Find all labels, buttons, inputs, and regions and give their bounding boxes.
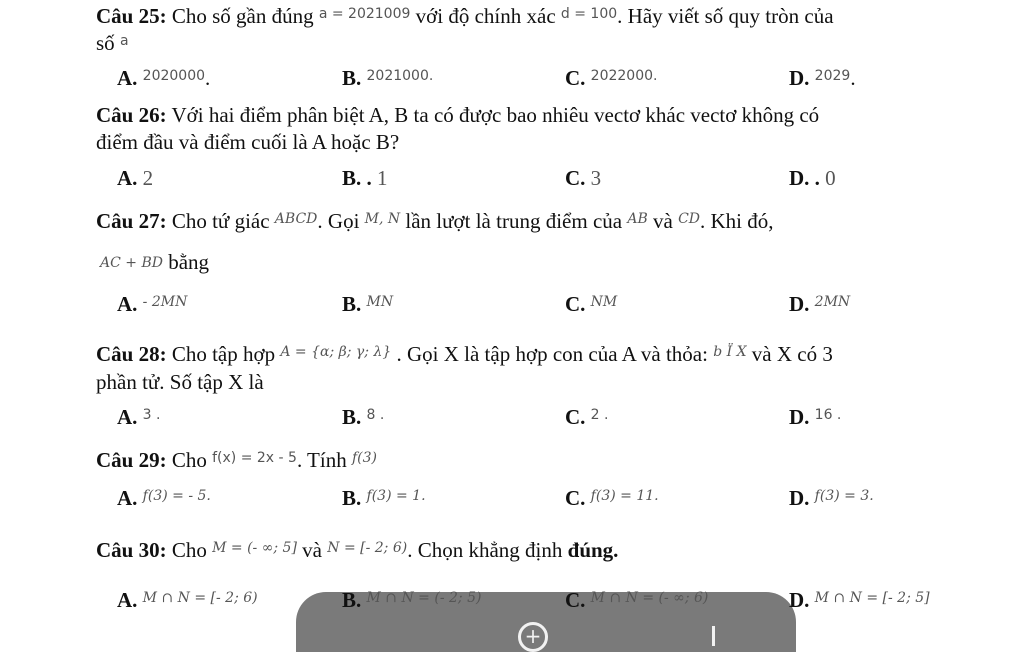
option-label: B. . xyxy=(342,166,372,190)
option-b[interactable] xyxy=(342,166,388,190)
option-c[interactable] xyxy=(565,292,617,319)
option-d[interactable] xyxy=(789,292,850,319)
option-label: C. xyxy=(565,292,586,316)
question-text: . Khi đó, xyxy=(700,209,774,233)
option-label: C. xyxy=(565,588,586,612)
question-text: bằng xyxy=(162,250,210,274)
option-label: C. xyxy=(565,486,586,510)
math-expression: AB xyxy=(627,211,648,227)
option-label: C. xyxy=(565,405,586,429)
question-label: Câu 30: xyxy=(96,538,167,562)
question-label: Câu 26: xyxy=(96,103,167,127)
question-25-cont xyxy=(96,31,129,58)
option-value: 16 . xyxy=(814,407,842,423)
option-value: 3 . xyxy=(142,407,161,423)
question-28-cont xyxy=(96,370,264,394)
option-label: A. xyxy=(117,486,138,510)
question-text: Cho tứ giác xyxy=(166,209,275,233)
option-a[interactable] xyxy=(117,405,160,432)
option-label: D. . xyxy=(789,166,820,190)
option-a[interactable] xyxy=(117,166,153,190)
option-value: 8 . xyxy=(366,407,385,423)
vertical-divider xyxy=(712,626,715,646)
question-text: Cho xyxy=(166,448,213,472)
question-text: và xyxy=(296,538,328,562)
option-label: C. xyxy=(565,166,586,190)
question-text: . Gọi X là tập hợp con của A và thỏa: xyxy=(391,342,714,366)
question-27 xyxy=(96,209,774,236)
question-text: Cho xyxy=(166,538,213,562)
question-text: số xyxy=(96,31,120,55)
option-a[interactable] xyxy=(117,66,210,93)
math-expression: N = [- 2; 6) xyxy=(327,540,408,556)
question-27-cont xyxy=(100,250,209,277)
question-label: Câu 25: xyxy=(96,4,167,28)
question-text: và xyxy=(647,209,679,233)
option-c[interactable] xyxy=(565,66,657,93)
option-value: M ∩ N = (- ∞; 6) xyxy=(590,590,709,606)
math-expression: M, N xyxy=(364,211,401,227)
option-d[interactable] xyxy=(789,588,930,615)
option-label: A. xyxy=(117,166,138,190)
option-a[interactable] xyxy=(117,292,187,319)
option-c[interactable] xyxy=(565,166,601,190)
option-label: B. xyxy=(342,588,362,612)
question-label: Câu 27: xyxy=(96,209,167,233)
option-value: f(3) = - 5. xyxy=(142,488,211,504)
option-value: MN xyxy=(366,294,394,310)
option-value: 2029 xyxy=(814,68,851,84)
question-28 xyxy=(96,342,833,369)
option-label: A. xyxy=(117,405,138,429)
question-26-cont xyxy=(96,130,399,154)
question-text: phần tử. Số tập X là xyxy=(96,370,264,394)
option-value: 2 xyxy=(142,166,154,190)
question-30 xyxy=(96,538,618,565)
math-expression: d = 100 xyxy=(560,6,618,22)
math-expression: CD xyxy=(678,211,701,227)
option-c[interactable] xyxy=(565,588,708,615)
option-label: D. xyxy=(789,588,810,612)
option-value: NM xyxy=(590,294,618,310)
math-expression: a = 2021009 xyxy=(318,6,411,22)
option-d[interactable] xyxy=(789,405,841,432)
option-b[interactable] xyxy=(342,292,393,319)
option-c[interactable] xyxy=(565,405,608,432)
option-suffix: . xyxy=(205,66,211,90)
option-label: B. xyxy=(342,292,362,316)
option-a[interactable] xyxy=(117,588,258,615)
plus-circle-icon[interactable]: + xyxy=(518,622,548,652)
question-text: . Tính xyxy=(296,448,352,472)
option-b[interactable] xyxy=(342,486,426,513)
math-expression: f(x) = 2x - 5 xyxy=(212,450,297,466)
option-label: A. xyxy=(117,66,138,90)
question-label: Câu 29: xyxy=(96,448,167,472)
option-value: 2MN xyxy=(814,294,851,310)
option-value: f(3) = 3. xyxy=(814,488,874,504)
option-a[interactable] xyxy=(117,486,211,513)
option-value: 2021000. xyxy=(366,68,434,84)
question-text: . Hãy viết số quy tròn của xyxy=(617,4,834,28)
option-value: 2022000. xyxy=(590,68,658,84)
option-suffix: . xyxy=(850,66,856,90)
option-value: 2020000 xyxy=(142,68,206,84)
option-d[interactable] xyxy=(789,166,836,190)
question-26 xyxy=(96,103,819,127)
option-label: B. xyxy=(342,66,362,90)
option-d[interactable] xyxy=(789,486,874,513)
option-c[interactable] xyxy=(565,486,659,513)
question-text: lần lượt là trung điểm của xyxy=(400,209,628,233)
option-value: 0 xyxy=(825,166,836,190)
option-b[interactable] xyxy=(342,588,481,615)
option-b[interactable] xyxy=(342,66,433,93)
option-label: D. xyxy=(789,66,810,90)
option-label: A. xyxy=(117,292,138,316)
question-text: với độ chính xác xyxy=(410,4,561,28)
math-expression: a xyxy=(119,33,129,49)
question-text: . Chọn khẳng định xyxy=(407,538,568,562)
option-label: A. xyxy=(117,588,138,612)
option-value: 2 . xyxy=(590,407,609,423)
math-expression: M = (- ∞; 5] xyxy=(212,540,297,556)
math-expression: b Ï X xyxy=(713,344,747,360)
question-25 xyxy=(96,4,834,31)
option-label: D. xyxy=(789,405,810,429)
option-d[interactable] xyxy=(789,66,856,93)
option-label: D. xyxy=(789,292,810,316)
option-value: 3 xyxy=(590,166,602,190)
option-value: M ∩ N = [- 2; 5] xyxy=(814,590,930,606)
option-value: 1 xyxy=(377,166,388,190)
option-value: - 2MN xyxy=(142,294,188,310)
math-expression: A = {α; β; γ; λ} xyxy=(280,344,392,360)
option-label: B. xyxy=(342,405,362,429)
option-label: D. xyxy=(789,486,810,510)
question-text: và X có 3 xyxy=(746,342,833,366)
option-value: f(3) = 1. xyxy=(366,488,426,504)
option-b[interactable] xyxy=(342,405,384,432)
option-label: C. xyxy=(565,66,586,90)
option-value: M ∩ N = (- 2; 5) xyxy=(366,590,482,606)
math-expression: ABCD xyxy=(274,211,318,227)
question-text: Cho số gần đúng xyxy=(166,4,319,28)
math-expression: f(3) xyxy=(351,450,377,466)
option-value: f(3) = 11. xyxy=(590,488,659,504)
question-text: . Gọi xyxy=(317,209,365,233)
question-label: Câu 28: xyxy=(96,342,167,366)
question-text: điểm đầu và điểm cuối là A hoặc B? xyxy=(96,130,400,154)
question-29 xyxy=(96,448,377,475)
question-text: Với hai điểm phân biệt A, B ta có được bao nhiêu vectơ khác vectơ không có xyxy=(166,103,820,127)
question-text-emphasis: đúng. xyxy=(567,538,619,562)
question-text: Cho tập hợp xyxy=(166,342,281,366)
math-expression: AC + BD xyxy=(100,255,163,271)
option-value: M ∩ N = [- 2; 6) xyxy=(142,590,258,606)
option-label: B. xyxy=(342,486,362,510)
